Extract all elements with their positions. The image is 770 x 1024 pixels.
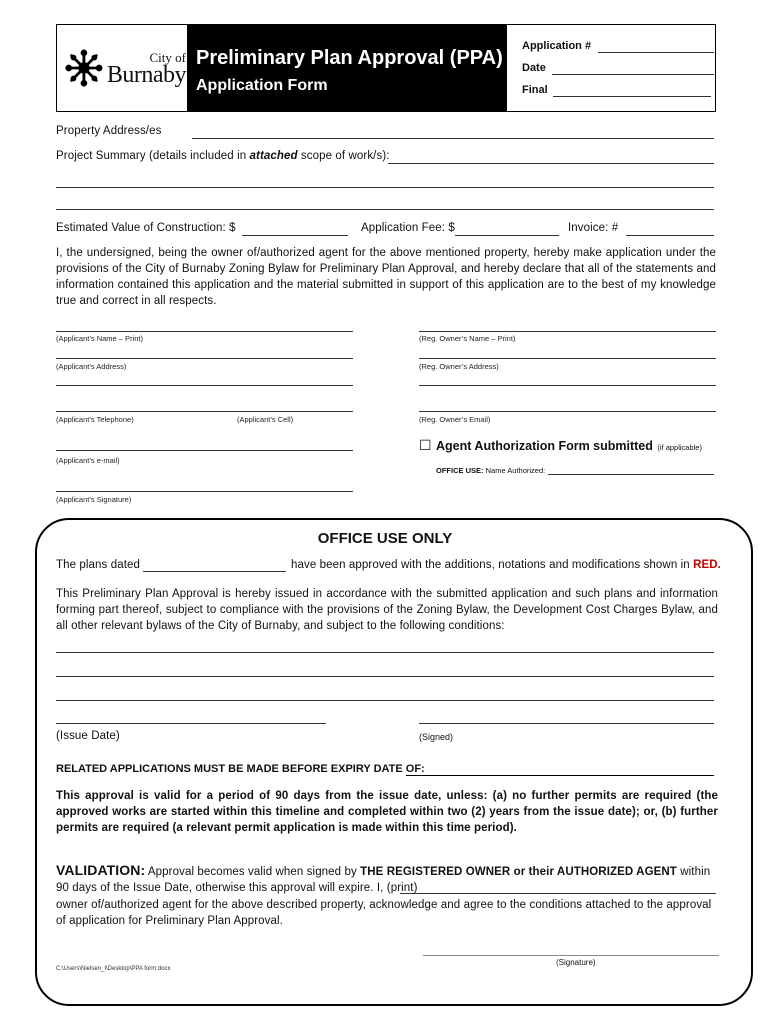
condition-line-1[interactable] xyxy=(56,652,714,653)
final-field[interactable] xyxy=(553,96,711,97)
applicant-telephone-label: (Applicant’s Telephone) xyxy=(56,415,134,424)
owner-name-label: (Reg. Owner’s Name – Print) xyxy=(419,334,516,343)
validation-text-1: Approval becomes valid when signed by xyxy=(145,866,361,878)
applicant-cell-label: (Applicant’s Cell) xyxy=(237,415,294,424)
invoice-field[interactable] xyxy=(626,235,714,236)
validation-paragraph xyxy=(56,862,718,896)
signed-label: (Signed) xyxy=(419,732,454,742)
project-summary-field-3[interactable] xyxy=(56,209,714,210)
owner-email-field[interactable] xyxy=(419,411,716,412)
project-summary-prefix: Project Summary (details included in xyxy=(56,150,250,162)
applicant-name-field[interactable] xyxy=(56,331,353,332)
applicant-name-label: (Applicant’s Name – Print) xyxy=(56,334,143,343)
approval-text: This Preliminary Plan Approval is hereby issued in accordance with the submitted application and such plans and information forming part thereof, subject to compliance with the provisions of the Zoning Bylaw, the Development Cost Charges Bylaw, and all other relevant bylaws of the City of Burnaby, and subject to the following conditions: xyxy=(56,588,718,632)
logo-burnaby: Burnaby xyxy=(106,61,186,88)
project-summary-field-1[interactable] xyxy=(388,163,714,164)
signature-label: (Signature) xyxy=(556,958,596,967)
applicant-email-field[interactable] xyxy=(56,450,353,451)
validity-text: This approval is valid for a period of 90 days from the issue date, unless: (a) no further permits are required (the approved works are started within this timeline and completed within two (2) years from the issue date); or, (b) further permits are required (a relevant permit application is made within this time period). xyxy=(56,790,718,834)
applicant-signature-label: (Applicant’s Signature) xyxy=(56,495,132,504)
form-subtitle: Application Form xyxy=(196,77,328,94)
agent-authorization-checkbox[interactable]: ☐ xyxy=(419,438,432,454)
condition-line-2[interactable] xyxy=(56,676,714,677)
application-fee-field[interactable] xyxy=(455,235,559,236)
plans-dated-suffix-text: have been approved with the additions, notations and modifications shown in xyxy=(291,559,690,571)
plans-dated-field[interactable] xyxy=(143,571,286,572)
logo-city-of: City of xyxy=(149,49,186,65)
name-authorized-label: Name Authorized: xyxy=(485,466,546,475)
invoice-label: Invoice: # xyxy=(568,222,619,234)
print-name-field[interactable] xyxy=(400,893,716,894)
final-label: Final xyxy=(522,84,548,96)
date-label: Date xyxy=(522,62,546,74)
application-fee-label: Application Fee: $ xyxy=(361,222,455,234)
project-summary-field-2[interactable] xyxy=(56,187,714,188)
owner-email-label: (Reg. Owner’s Email) xyxy=(419,415,491,424)
issue-date-field[interactable] xyxy=(56,723,326,724)
red-emphasis: RED. xyxy=(693,559,721,571)
owner-address-field[interactable] xyxy=(419,358,716,359)
project-summary-emphasis: attached xyxy=(249,150,298,162)
property-address-label: Property Address/es xyxy=(56,125,162,137)
applicant-telephone-field[interactable] xyxy=(56,411,353,412)
application-number-label: Application # xyxy=(522,40,592,52)
estimated-value-label: Estimated Value of Construction: $ xyxy=(56,222,236,234)
date-field[interactable] xyxy=(552,74,714,75)
office-use-name-row xyxy=(436,466,545,475)
declaration-text: I, the undersigned, being the owner of/authorized agent for the above mentioned property, hereby make application under the provisions of the City of Burnaby Zoning Bylaw for Preliminary Plan Approval, and hereby declare that all of the statements and information contained this application and the material submitted in support of this application are to the best of my knowledge true and correct in all respects. xyxy=(56,247,716,307)
agent-authorization-row xyxy=(419,437,702,455)
owner-address-label: (Reg. Owner’s Address) xyxy=(419,362,499,371)
city-logo xyxy=(58,30,186,106)
agent-authorization-label: Agent Authorization Form submitted xyxy=(436,439,653,453)
plans-dated-prefix: The plans dated xyxy=(56,559,140,571)
applicant-address-field[interactable] xyxy=(56,358,353,359)
plans-dated-suffix xyxy=(291,559,721,571)
condition-line-3[interactable] xyxy=(56,700,714,701)
agent-authorization-note: (if applicable) xyxy=(657,443,702,452)
signed-field[interactable] xyxy=(419,723,714,724)
owner-address-field-2[interactable] xyxy=(419,385,716,386)
snowflake-icon xyxy=(64,47,104,89)
owner-name-field[interactable] xyxy=(419,331,716,332)
office-use-title: OFFICE USE ONLY xyxy=(317,530,453,547)
project-summary-suffix: scope of work/s): xyxy=(297,150,390,162)
issue-date-label: (Issue Date) xyxy=(56,730,120,742)
property-address-field[interactable] xyxy=(192,138,714,139)
validation-text-3: owner of/authorized agent for the above described property, acknowledge and agree to the conditions attached to the approval of application for Preliminary Plan Approval. xyxy=(56,899,712,927)
project-summary-label xyxy=(56,150,390,162)
related-applications-label: RELATED APPLICATIONS MUST BE MADE BEFORE EXPIRY DATE OF: xyxy=(56,763,425,775)
office-use-label: OFFICE USE: xyxy=(436,466,484,475)
validation-bold-text: THE REGISTERED OWNER or their AUTHORIZED AGENT xyxy=(360,866,677,878)
name-authorized-field[interactable] xyxy=(548,474,714,475)
estimated-value-field[interactable] xyxy=(242,235,348,236)
expiry-date-field[interactable] xyxy=(406,775,714,776)
applicant-address-label: (Applicant’s Address) xyxy=(56,362,127,371)
validation-text-2: within 90 days of the Issue Date, otherwise this approval will expire. I, (print) xyxy=(56,866,711,894)
title-banner xyxy=(187,25,507,111)
file-path: C:\Users\Nielsen_I\Desktop\PPA form.docx xyxy=(56,966,171,972)
form-title: Preliminary Plan Approval (PPA) xyxy=(196,47,503,69)
applicant-signature-field[interactable] xyxy=(56,491,353,492)
applicant-address-field-2[interactable] xyxy=(56,385,353,386)
applicant-email-label: (Applicant’s e-mail) xyxy=(56,456,120,465)
application-number-field[interactable] xyxy=(598,52,714,53)
validation-heading: VALIDATION: xyxy=(56,862,146,878)
owner-signature-field[interactable] xyxy=(423,955,719,956)
